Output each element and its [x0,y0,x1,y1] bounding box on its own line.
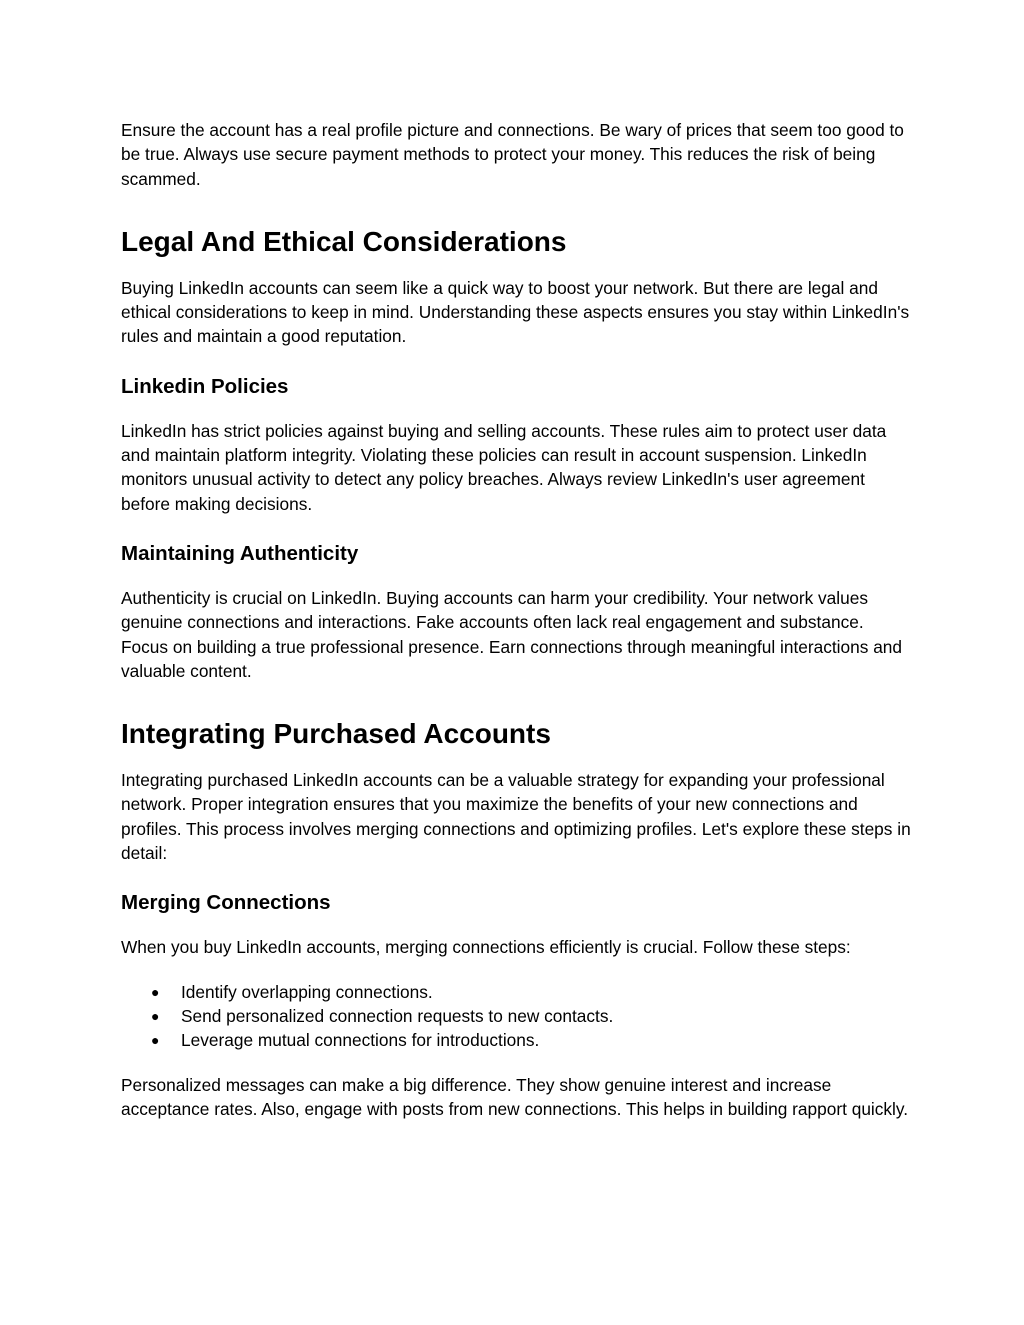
list-item [121,980,911,1004]
intro-paragraph: Ensure the account has a real profile picture and connections. Be wary of prices that seem too good to be true. Always use secure payment methods to protect your money. This reduces the risk of being scammed. [121,120,904,189]
linkedin-policies-heading: Linkedin Policies [121,374,289,398]
integrating-accounts-heading: Integrating Purchased Accounts [121,718,551,750]
linkedin-policies-paragraph: LinkedIn has strict policies against buying and selling accounts. These rules aim to protect user data and maintain platform integrity. Violating these policies can result in account suspension. LinkedIn monitors unusual activity to detect any policy breaches. Always review LinkedIn's user agreement before making decisions. [121,420,887,514]
legal-ethical-paragraph: Buying LinkedIn accounts can seem like a quick way to boost your network. But there are legal and ethical considerations to keep in mind. Understanding these aspects ensures you stay within LinkedIn's rules and maintain a good reputation. [121,277,910,347]
merging-steps-list [121,980,911,1053]
merging-connections-heading: Merging Connections [121,891,331,915]
document-page [121,118,911,1121]
bullet-icon: ● [151,1032,160,1049]
legal-ethical-heading: Legal And Ethical Considerations [121,225,567,257]
list-item-text: Send personalized connection requests to new contacts. [181,1005,614,1026]
list-item-text: Identify overlapping connections. [181,981,433,1002]
integrating-accounts-paragraph: Integrating purchased LinkedIn accounts can be a valuable strategy for expanding your professional network. Proper integration ensures that you maximize the benefits of your new connections and profiles. This process involves merging connections and optimizing profiles. Let's explore these steps in detail: [121,770,911,864]
maintaining-authenticity-heading: Maintaining Authenticity [121,541,359,565]
maintaining-authenticity-paragraph: Authenticity is crucial on LinkedIn. Buying accounts can harm your credibility. Your network values genuine connections and interactions. Fake accounts often lack real engagement and substance. Focus on building a true professional presence. Earn connections through meaningful interactions and valuable content. [121,587,903,681]
list-item [121,1028,911,1052]
bullet-icon: ● [151,1007,160,1024]
list-item [121,1004,911,1028]
merging-closing-paragraph: Personalized messages can make a big difference. They show genuine interest and increase acceptance rates. Also, engage with posts from new connections. This helps in building rapport quickly. [121,1074,909,1119]
bullet-icon: ● [151,983,160,1000]
merging-connections-paragraph: When you buy LinkedIn accounts, merging connections efficiently is crucial. Follow these steps: [121,937,851,958]
list-item-text: Leverage mutual connections for introductions. [181,1030,540,1051]
